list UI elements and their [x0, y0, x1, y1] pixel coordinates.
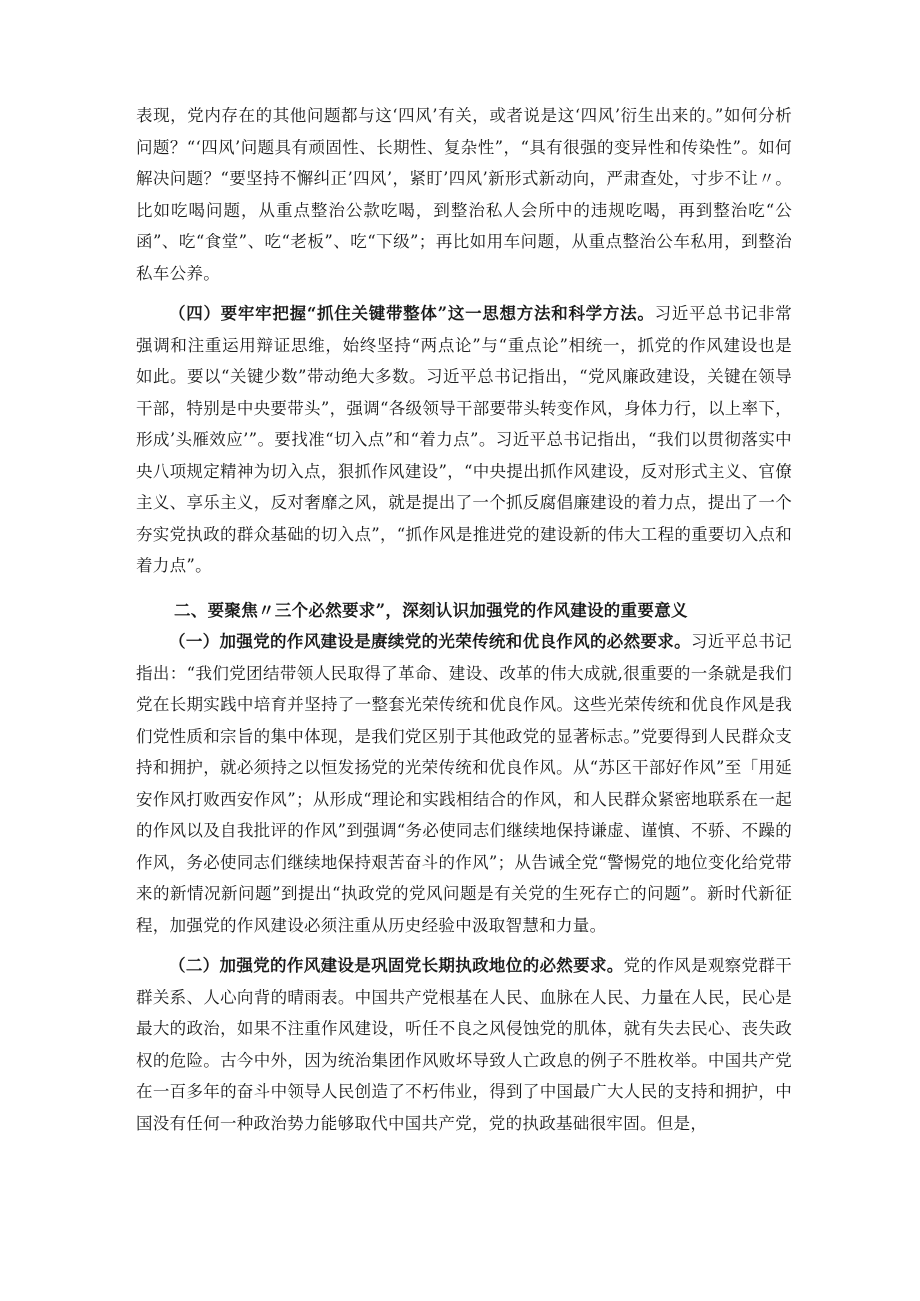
paragraph-4 [136, 298, 792, 582]
document-page [136, 100, 792, 1139]
paragraph-heading: （二）加强党的作风建设是巩固党长期执政地位的必然要求。 [169, 956, 624, 975]
paragraph-continuation: 表现，党内存在的其他问题都与这‘四风’有关，或者说是这‘四风’衍生出来的。”如何分析问题？“‘四风’问题具有顽固性、长期性、复杂性”，“具有很强的变异性和传染性”。如何解决问题？“要坚持不懈纠正’四风’，紧盯’四风’新形式新动向，严肃查处，寸步不让〃。比如吃喝问题，从重点整治公款吃喝，到整治私人会所中的违规吃喝，再到整治吃“公函”、吃“食堂”、吃“老板”、吃“下级”；再比如用车问题，从重点整治公车私用，到整治私车公养。 [136, 106, 792, 283]
paragraph-heading: （一）加强党的作风建设是赓续党的光荣传统和优良作风的必然要求。 [169, 632, 691, 651]
paragraph-heading: （四）要牢牢把握“抓住关键带整体”这一思想方法和科学方法。 [169, 304, 655, 323]
paragraph-2 [136, 950, 792, 1139]
section-title: 二、要聚焦〃三个必然要求”，深刻认识加强党的作风建设的重要意义 [174, 600, 688, 620]
paragraph-body: 党的作风是观察党群干群关系、人心向背的晴雨表。中国共产党根基在人民、血脉在人民、力量在人民，民心是最大的政治，如果不注重作风建设，听任不良之风侵蚀党的肌体，就有失去民心、丧失政权的危险。古今中外，因为统治集团作风败坏导致人亡政息的例子不胜枚举。中国共产党在一百多年的奋斗中领导人民创造了不朽伟业，得到了中国最广大人民的支持和拥护，中国没有任何一种政治势力能够取代中国共产党，党的执政基础很牢固。但是， [136, 956, 793, 1133]
paragraph-body: 习近平总书记非常强调和注重运用辩证思维，始终坚持“两点论”与“重点论”相统一，抓党的作风建设也是如此。要以“关键少数”带动绝大多数。习近平总书记指出，“党风廉政建设，关键在领导干部，特别是中央要带头”，强调“各级领导干部要带头转变作风，身体力行，以上率下，形成’头雁效应’”。要找准“切入点”和“着力点”。习近平总书记指出，“我们以贯彻落实中央八项规定精神为切入点，狠抓作风建设”，“中央提出抓作风建设，反对形式主义、官僚主义、享乐主义，反对奢靡之风，就是提出了一个抓反腐倡廉建设的着力点，提出了一个夯实党执政的群众基础的切入点”，“抓作风是推进党的建设新的伟大工程的重要切入点和着力点”。 [136, 304, 792, 575]
paragraph-1 [136, 626, 792, 941]
paragraph-body: 习近平总书记指出：“我们党团结带领人民取得了革命、建设、改革的伟大成就,很重要的一条就是我们党在长期实践中培育并坚持了一整套光荣传统和优良作风。这些光荣传统和优良作风是我们党性质和宗旨的集中体现，是我们党区别于其他政党的显著标志。”党要得到人民群众支持和拥护，就必须持之以恒发扬党的光荣传统和优良作风。从“苏区干部好作风”至「用延安作风打败西安作风”；从形成“理论和实践相结合的作风，和人民群众紧密地联系在一起的作风以及自我批评的作风”到强调“务必使同志们继续地保持谦虚、谨慎、不骄、不躁的作风，务必使同志们继续地保持艰苦奋斗的作风”；从告诫全党“警惕党的地位变化给党带来的新情况新问题”到提出“执政党的党风问题是有关党的生死存亡的问题”。新时代新征程，加强党的作风建设必须注重从历史经验中汲取智慧和力量。 [136, 632, 792, 935]
